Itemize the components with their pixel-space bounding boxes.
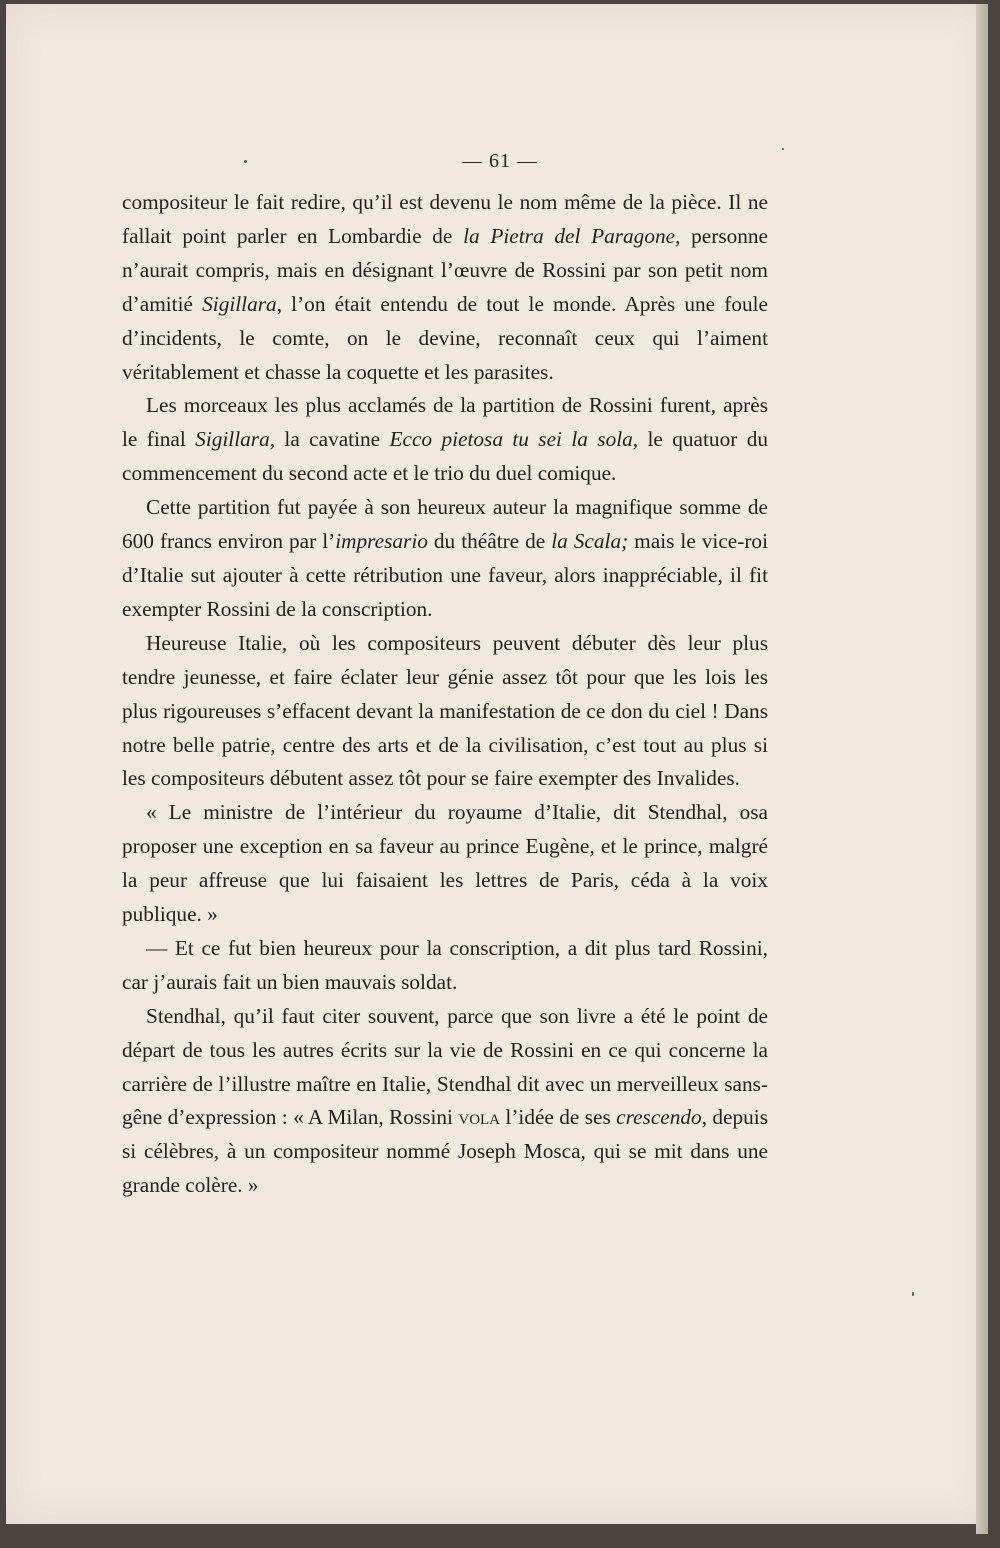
text-run: — Et ce fut bien heureux pour la conscription, a dit plus tard Rossini, car j’aurais fait un bien mauvais soldat. [122, 935, 768, 994]
text-run: , l’on était entendu de tout le monde. Après une foule d’incidents, le comte, on le devine, reconnaît ceux qui l’aiment véritablement et chasse la coquette et les parasites. [122, 291, 768, 384]
paragraph [122, 932, 768, 1000]
body-text [122, 186, 768, 1203]
paragraph [122, 389, 768, 491]
text-run: « Le ministre de l’intérieur du royaume d’Italie, dit Stendhal, osa proposer une exception en sa faveur au prince Eugène, et le prince, malgré la peur affreuse que lui faisaient les lettres de Paris, céda à la voix publique. » [122, 800, 768, 927]
text-run: , depuis si célèbres, à un compositeur nommé Joseph Mosca, qui se mit dans une grande colère. » [122, 1105, 768, 1198]
paragraph [122, 796, 768, 932]
italic-text: la Pietra del Paragone [463, 223, 676, 248]
text-run: mais le vice-roi d’Italie sut ajouter à cette rétribution une faveur, alors inappréciable, il fit exempter Rossini de la conscription. [122, 529, 768, 621]
small-caps-text: vola [458, 1105, 501, 1130]
italic-text: Ecco pietosa tu sei la sola, [389, 427, 639, 452]
text-run: l’idée de ses [500, 1105, 617, 1130]
text-run: du théâtre de [427, 529, 552, 554]
italic-text: crescendo [616, 1105, 702, 1130]
paragraph [122, 186, 768, 389]
italic-text: Sigillara, [195, 427, 276, 452]
text-run: compositeur le fait redire, qu’il est devenu le nom même de la pièce. Il ne fallait point parler en Lombardie de [122, 190, 768, 248]
text-run: Cette partition fut payée à son heureux auteur la magnifique somme de 600 francs environ par l’ [122, 495, 768, 554]
ink-speck [912, 1292, 914, 1296]
page-number: — 61 — [462, 150, 538, 172]
italic-text: la Scala; [551, 529, 629, 554]
text-run: Stendhal, qu’il faut citer souvent, parce que son livre a été le point de départ de tous les autres écrits sur la vie de Rossini en ce qui concerne la carrière de l’illustre maître en Italie, Stendhal dit avec un merveilleux sans-gêne d’expression : « A Milan, Rossini [122, 1003, 768, 1130]
page-edge [976, 4, 988, 1534]
text-run: la cavatine [275, 427, 390, 452]
paragraph [122, 491, 768, 627]
paragraph [122, 627, 768, 797]
italic-text: impresario [335, 529, 428, 554]
italic-text: Sigillara [202, 291, 277, 316]
text-run: le quatuor du commencement du second acte et le trio du duel comique. [122, 427, 768, 486]
text-run: , personne n’aurait compris, mais en désignant l’œuvre de Rossini par son petit nom d’amitié [122, 223, 769, 316]
text-run: Les morceaux les plus acclamés de la partition de Rossini furent, après le final [122, 393, 768, 452]
paragraph [122, 1000, 768, 1203]
text-run: Heureuse Italie, où les compositeurs peuvent débuter dès leur plus tendre jeunesse, et faire éclater leur génie assez tôt pour que les lois les plus rigoureuses s’effacent devant la manifestation de ce don du ciel ! Dans notre belle patrie, centre des arts et de la civilisation, c’est tout au plus si les compositeurs débutent assez tôt pour se faire exempter des Invalides. [122, 630, 768, 791]
